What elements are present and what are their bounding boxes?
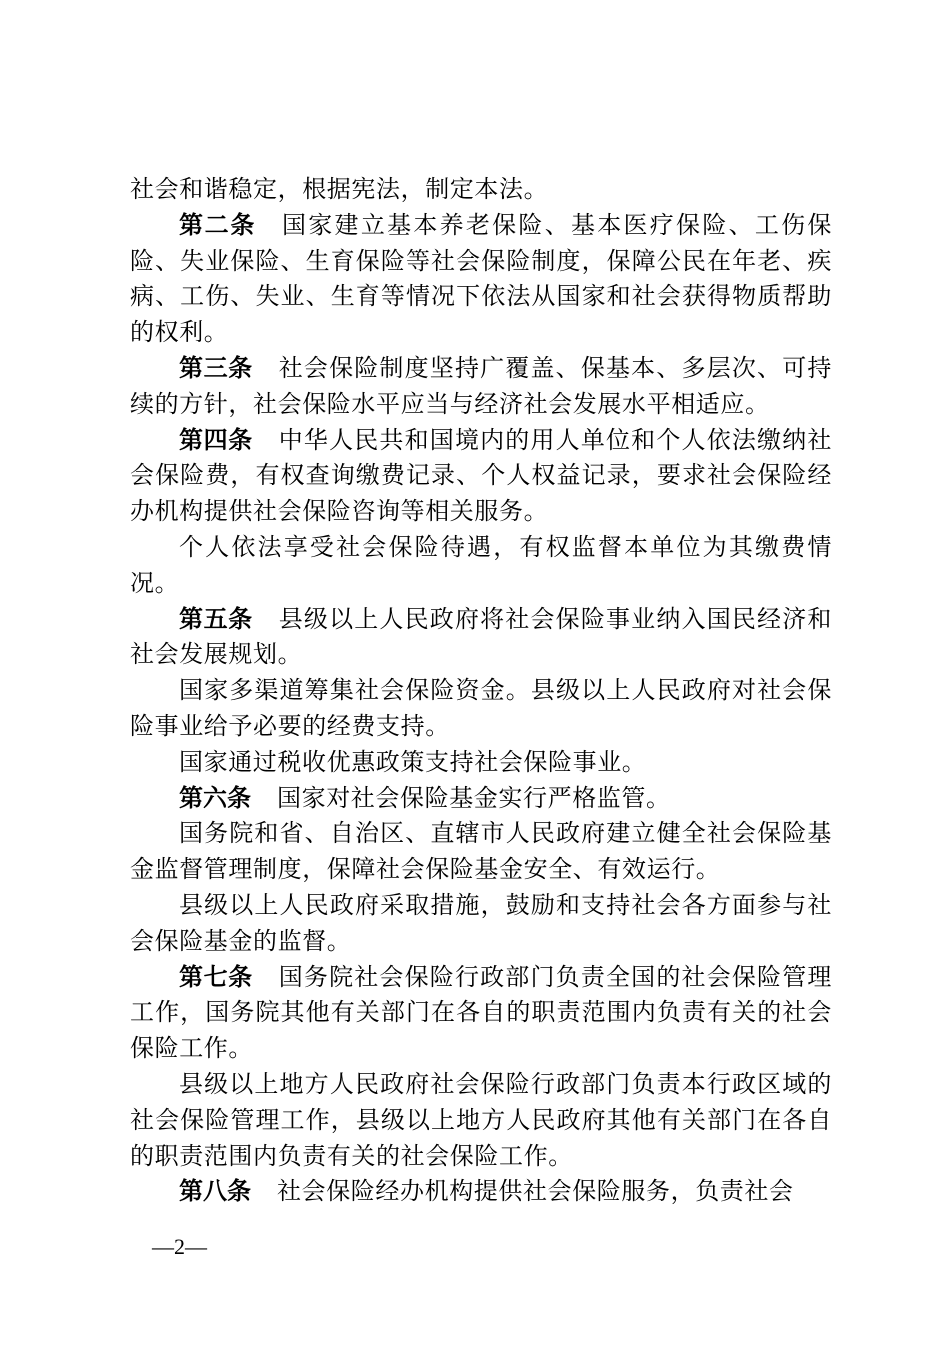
article-label: 第四条 bbox=[179, 425, 253, 454]
article-label: 第七条 bbox=[179, 962, 253, 991]
paragraph bbox=[130, 960, 832, 1067]
page-number: —2— bbox=[152, 1234, 207, 1259]
paragraph-text: 社会保险经办机构提供社会保险服务，负责社会 bbox=[277, 1177, 794, 1206]
paragraph-text: 国务院社会保险行政部门负责全国的社会保险管理工作，国务院其他有关部门在各自的职责范围内负责有关的社会保险工作。 bbox=[130, 962, 833, 1063]
paragraph bbox=[130, 888, 832, 960]
paragraph-text: 国家建立基本养老保险、基本医疗保险、工伤保险、失业保险、生育保险等社会保险制度，保障公民在年老、疾病、工伤、失业、生育等情况下依法从国家和社会获得物质帮助的权利。 bbox=[130, 210, 832, 347]
paragraph bbox=[130, 172, 832, 208]
paragraph-text: 国务院和省、自治区、直辖市人民政府建立健全社会保险基金监督管理制度，保障社会保险基金安全、有效运行。 bbox=[130, 819, 832, 884]
paragraph-text: 国家通过税收优惠政策支持社会保险事业。 bbox=[179, 747, 647, 776]
article-label: 第五条 bbox=[179, 604, 253, 633]
paragraph-text: 个人依法享受社会保险待遇，有权监督本单位为其缴费情况。 bbox=[130, 532, 832, 597]
paragraph bbox=[130, 745, 832, 781]
paragraph bbox=[130, 1067, 832, 1174]
paragraph bbox=[130, 1174, 832, 1210]
paragraph-text: 县级以上人民政府将社会保险事业纳入国民经济和社会发展规划。 bbox=[130, 604, 833, 669]
paragraph-text: 国家对社会保险基金实行严格监管。 bbox=[277, 783, 671, 812]
paragraph-text: 中华人民共和国境内的用人单位和个人依法缴纳社会保险费，有权查询缴费记录、个人权益记录，要求社会保险经办机构提供社会保险咨询等相关服务。 bbox=[130, 425, 833, 526]
paragraph-text: 社会和谐稳定，根据宪法，制定本法。 bbox=[130, 175, 549, 203]
paragraph bbox=[130, 351, 832, 423]
paragraph bbox=[130, 673, 832, 745]
paragraph-text: 县级以上地方人民政府社会保险行政部门负责本行政区域的社会保险管理工作，县级以上地方人民政府其他有关部门在各自的职责范围内负责有关的社会保险工作。 bbox=[130, 1069, 832, 1170]
paragraph bbox=[130, 530, 832, 602]
paragraph bbox=[130, 781, 832, 817]
article-label: 第八条 bbox=[179, 1177, 251, 1206]
paragraph bbox=[130, 602, 832, 674]
article-label: 第三条 bbox=[179, 353, 253, 382]
paragraph bbox=[130, 208, 832, 351]
article-label: 第二条 bbox=[179, 210, 257, 239]
paragraph-text: 社会保险制度坚持广覆盖、保基本、多层次、可持续的方针，社会保险水平应当与经济社会发展水平相适应。 bbox=[130, 353, 833, 418]
article-label: 第六条 bbox=[179, 783, 251, 812]
paragraph bbox=[130, 816, 832, 888]
paragraph-text: 县级以上人民政府采取措施，鼓励和支持社会各方面参与社会保险基金的监督。 bbox=[130, 890, 832, 955]
document-body bbox=[130, 172, 832, 1210]
paragraph bbox=[130, 423, 832, 530]
paragraph-text: 国家多渠道筹集社会保险资金。县级以上人民政府对社会保险事业给予必要的经费支持。 bbox=[130, 676, 832, 740]
